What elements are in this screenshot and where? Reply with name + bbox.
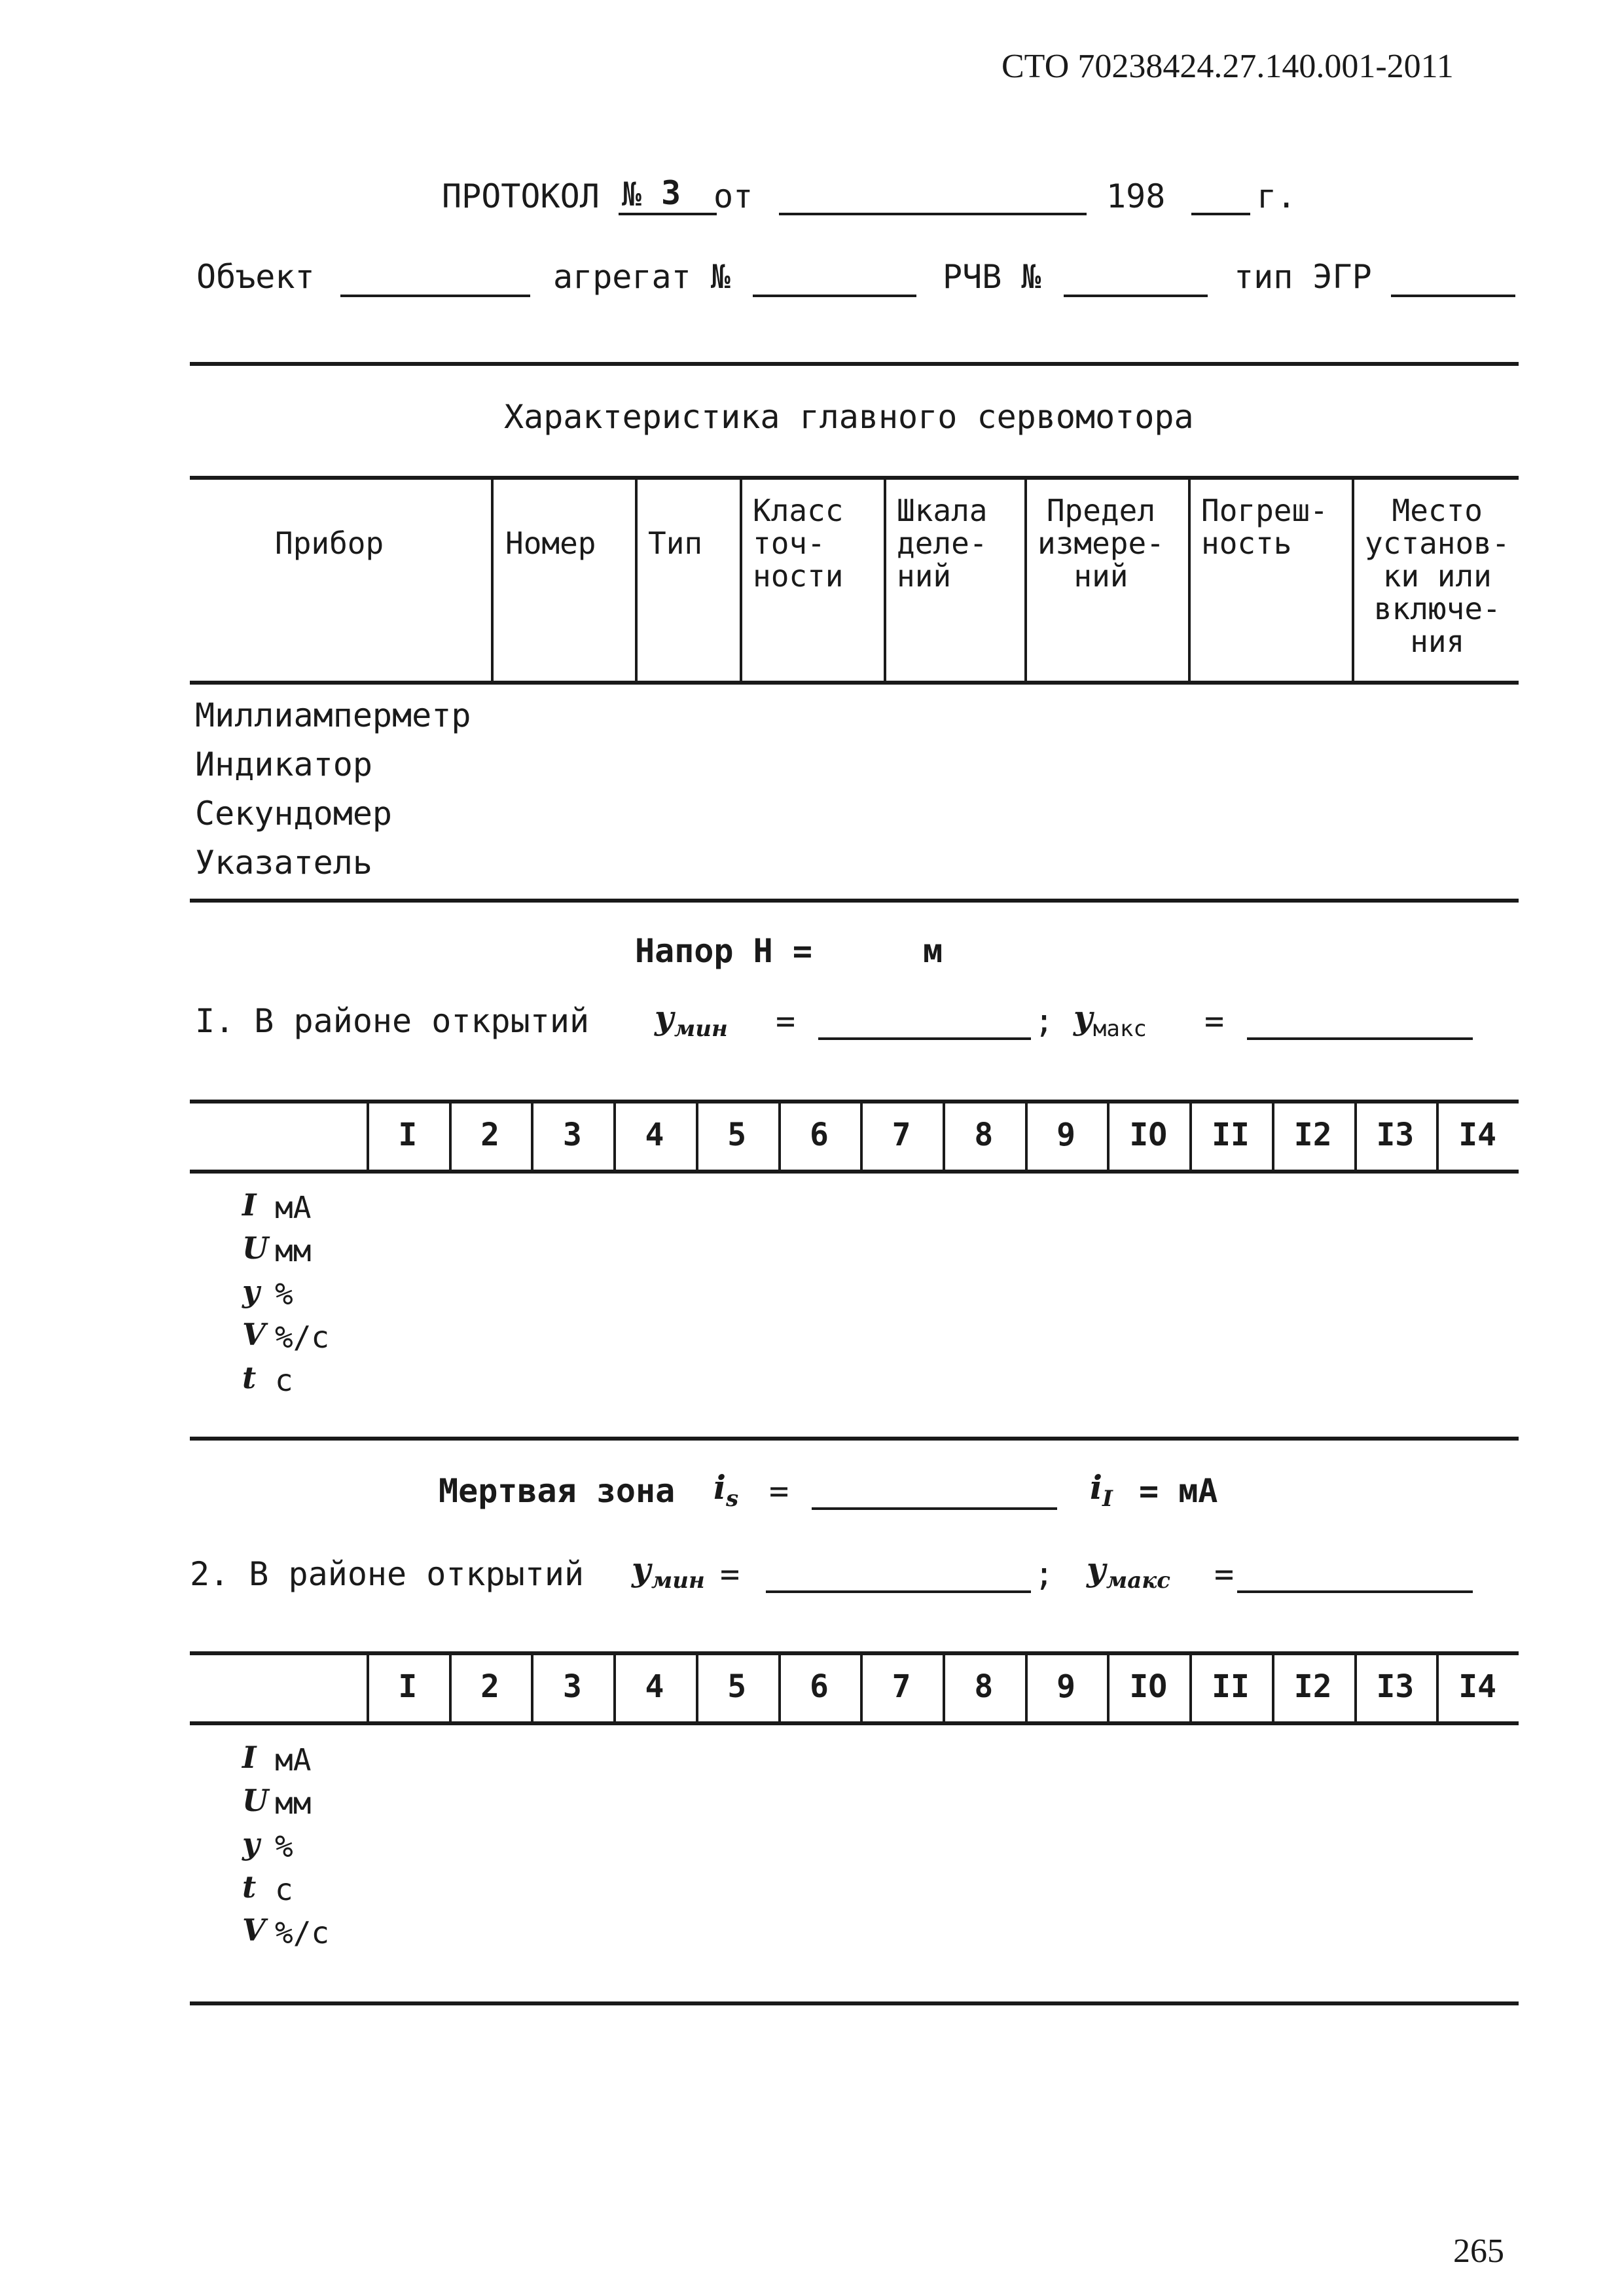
column-header: 3 [562, 1668, 582, 1705]
column-header: 8 [974, 1117, 994, 1153]
range-2-max-blank [1237, 1590, 1473, 1593]
object-label: Объект [196, 258, 315, 296]
protocol-label: ПРОТОКОЛ [442, 177, 600, 215]
y-max-symbol: у [1087, 1550, 1106, 1588]
row-unit: с [275, 1872, 293, 1907]
column-header: II [1212, 1117, 1250, 1153]
row-symbol: I [242, 1187, 257, 1223]
y-min-subscript: мин [674, 1016, 728, 1042]
column-header: I4 [1458, 1668, 1497, 1705]
y-max-symbol: у [1074, 998, 1093, 1037]
y-max-subscript: макс [1092, 1016, 1147, 1042]
row-symbol: V [242, 1912, 266, 1948]
egr-type-label: тип ЭГР [1234, 258, 1372, 296]
rchv-label: РЧВ № [943, 258, 1041, 296]
row-symbol: U [242, 1783, 269, 1818]
table-1-top-border [190, 1100, 1519, 1103]
instrument-table-header-border [190, 681, 1519, 685]
protocol-date-blank [779, 213, 1087, 215]
header-accuracy-class: Класс точ- ности [753, 493, 844, 594]
column-header: 4 [645, 1117, 664, 1153]
instrument-row: Миллиамперметр [195, 696, 471, 734]
dead-zone-label: Мертвая зона [439, 1472, 676, 1510]
column-header: 2 [480, 1117, 499, 1153]
column-header: 8 [974, 1668, 994, 1705]
y-min-subscript: мин [651, 1568, 705, 1594]
range-2-min-blank [766, 1590, 1031, 1593]
header-measure-limit: Предел измере- ний [1038, 493, 1164, 594]
row-symbol: t [242, 1360, 257, 1395]
i-i-symbol: i [1090, 1468, 1102, 1507]
column-header: I3 [1376, 1668, 1415, 1705]
header-scale: Шкала деле- ний [897, 493, 988, 594]
column-header: I [398, 1117, 418, 1153]
head-unit: м [923, 932, 943, 970]
range-1-min-eq: = [776, 1002, 796, 1040]
i-s-subscript: s [726, 1486, 739, 1512]
column-header: 9 [1056, 1117, 1075, 1153]
unit-label: агрегат № [553, 258, 731, 296]
row-symbol: y [242, 1274, 260, 1309]
column-header: I2 [1293, 1668, 1332, 1705]
divider [190, 362, 1519, 366]
table-1-header-border [190, 1170, 1519, 1174]
row-unit: мА [275, 1742, 312, 1778]
egr-type-blank [1391, 295, 1515, 297]
column-header: 6 [809, 1668, 829, 1705]
protocol-from: от [713, 177, 753, 215]
protocol-year: 198 [1106, 177, 1166, 215]
page-number: 265 [1453, 2233, 1504, 2270]
column-header: 3 [562, 1117, 582, 1153]
row-unit: % [275, 1276, 293, 1312]
header-type: Тип [648, 526, 703, 561]
i-s-symbol: i [713, 1468, 726, 1507]
header-placement: Место установ- ки или включе- ния [1365, 493, 1510, 659]
row-unit: мА [275, 1190, 312, 1225]
column-header: 4 [645, 1668, 664, 1705]
object-blank [340, 295, 530, 297]
i-i-subscript: I [1102, 1486, 1113, 1512]
column-header: 5 [727, 1668, 747, 1705]
column-header: 2 [480, 1668, 499, 1705]
column-header: 5 [727, 1117, 747, 1153]
column-header: I2 [1293, 1117, 1332, 1153]
range-2-max-eq: = [1214, 1555, 1235, 1593]
instrument-row: Секундомер [195, 795, 393, 833]
header-error: Погреш- ность [1201, 493, 1328, 561]
column-header: 7 [892, 1117, 911, 1153]
range-2-min-eq: = [720, 1555, 740, 1593]
row-unit: мм [275, 1785, 312, 1821]
row-unit: с [275, 1363, 293, 1398]
header-number: Номер [505, 526, 596, 561]
range-1-max-eq: = [1204, 1002, 1225, 1040]
divider [190, 2001, 1519, 2005]
column-header: I [398, 1668, 418, 1705]
head-label: Напор Н = [635, 932, 812, 970]
protocol-number-sign: № [622, 175, 642, 213]
column-header: I3 [1376, 1117, 1415, 1153]
range-1-label: I. В районе открытий [195, 1002, 590, 1040]
row-unit: %/с [275, 1319, 330, 1355]
y-min-symbol: у [655, 998, 674, 1037]
protocol-year-suffix: г. [1257, 177, 1297, 215]
protocol-year-blank [1191, 213, 1250, 215]
rchv-blank [1064, 295, 1208, 297]
range-2-sep: ; [1034, 1555, 1055, 1593]
column-header: 7 [892, 1668, 911, 1705]
column-header: I4 [1458, 1117, 1497, 1153]
row-unit: мм [275, 1233, 312, 1268]
row-symbol: y [242, 1826, 260, 1861]
range-2-label: 2. В районе открытий [190, 1555, 585, 1593]
table-2-top-border [190, 1651, 1519, 1655]
document-code: СТО 70238424.27.140.001-2011 [1001, 48, 1454, 85]
row-symbol: I [242, 1740, 257, 1775]
divider [190, 1437, 1519, 1441]
divider [190, 899, 1519, 903]
header-instrument: Прибор [275, 526, 384, 561]
unit-blank [753, 295, 916, 297]
table-2-header-border [190, 1721, 1519, 1725]
range-1-min-blank [818, 1037, 1031, 1040]
protocol-number: 3 [661, 174, 681, 212]
column-header: 9 [1056, 1668, 1075, 1705]
row-unit: %/с [275, 1915, 330, 1950]
row-symbol: V [242, 1317, 266, 1352]
column-header: II [1212, 1668, 1250, 1705]
range-1-sep: ; [1034, 1002, 1055, 1040]
section-title: Характеристика главного сервомотора [504, 398, 1194, 436]
dead-zone-tail: = мА [1139, 1472, 1218, 1510]
range-1-max-blank [1247, 1037, 1473, 1040]
y-max-subscript: макс [1106, 1568, 1170, 1594]
column-header: IO [1129, 1668, 1168, 1705]
row-symbol: t [242, 1869, 257, 1905]
instrument-row: Указатель [195, 844, 372, 882]
instrument-table-top-border [190, 476, 1519, 480]
y-min-symbol: у [632, 1550, 651, 1588]
instrument-row: Индикатор [195, 745, 372, 783]
dead-zone-blank [812, 1507, 1057, 1510]
dead-zone-eq: = [769, 1472, 789, 1510]
row-symbol: U [242, 1230, 269, 1266]
column-header: IO [1129, 1117, 1168, 1153]
row-unit: % [275, 1829, 293, 1864]
column-header: 6 [809, 1117, 829, 1153]
